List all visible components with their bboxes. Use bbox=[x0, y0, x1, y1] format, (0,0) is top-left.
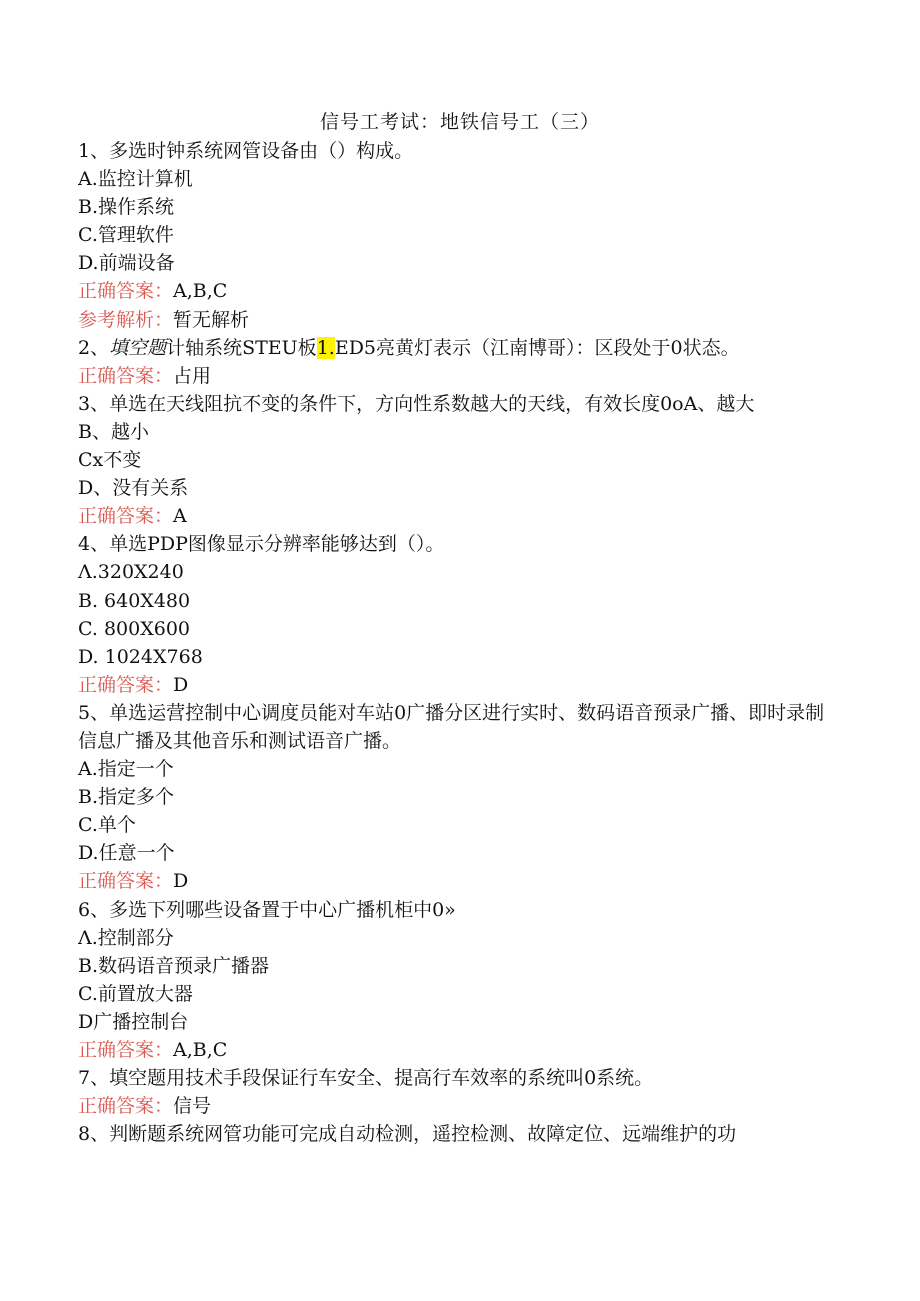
question-4-answer bbox=[78, 671, 838, 699]
question-1-option-c: C.管理软件 bbox=[78, 224, 174, 247]
question-5-option-d: D.任意一个 bbox=[78, 842, 175, 865]
question-5-option-b: B.指定多个 bbox=[78, 786, 175, 809]
answer-value: A bbox=[173, 505, 187, 528]
question-3-option-c: Cx不变 bbox=[78, 449, 142, 472]
answer-label: 正确答案： bbox=[78, 364, 174, 387]
question-6-option-a: Λ.控制部分 bbox=[78, 926, 174, 949]
question-7-stem: 7、填空题用技术手段保证行车安全、提高行车效率的系统叫0系统。 bbox=[78, 1067, 654, 1090]
question-2-text-post: ED5亮黄灯表示（江南博哥）：区段处于0状态。 bbox=[334, 336, 740, 359]
question-3-option-b: B、越小 bbox=[78, 420, 149, 443]
question-2-stem bbox=[78, 334, 838, 362]
question-2-number: 2、 bbox=[78, 336, 110, 359]
answer-label: 正确答案： bbox=[78, 1039, 174, 1061]
answer-label: 正确答案： bbox=[78, 1095, 174, 1118]
question-4-option-a: Λ.320X240 bbox=[78, 561, 184, 584]
question-6-option-c: C.前置放大器 bbox=[78, 982, 193, 1005]
question-5-answer bbox=[78, 867, 838, 895]
answer-value: D bbox=[173, 673, 189, 696]
answer-value: 信号 bbox=[173, 1095, 212, 1118]
question-list bbox=[78, 137, 838, 1148]
answer-label: 正确答案： bbox=[78, 505, 174, 528]
question-1-option-a: A.监控计算机 bbox=[78, 168, 193, 191]
question-1-option-b: B.操作系统 bbox=[78, 196, 175, 219]
answer-value: A,B,C bbox=[173, 280, 228, 303]
answer-label: 正确答案： bbox=[78, 280, 174, 303]
question-8-stem: 8、判断题系统网管功能可完成自动检测，遥控检测、故障定位、远端维护的功 bbox=[78, 1123, 737, 1146]
question-3-option-d: D、没有关系 bbox=[78, 477, 189, 500]
question-4-stem: 4、单选PDP图像显示分辨率能够达到（）。 bbox=[78, 533, 445, 556]
question-1-analysis bbox=[78, 306, 838, 334]
question-6-answer bbox=[78, 1036, 838, 1064]
answer-value: 占用 bbox=[173, 364, 212, 387]
answer-label: 正确答案： bbox=[78, 673, 174, 696]
question-6-option-b: B.数码语音预录广播器 bbox=[78, 954, 270, 977]
question-3-stem: 3、单选在天线阻抗不变的条件下，方向性系数越大的天线，有效长度0oA、越大 bbox=[78, 392, 755, 415]
question-6-stem: 6、多选下列哪些设备置于中心广播机柜中0» bbox=[78, 898, 456, 921]
question-4-option-b: B. 640X480 bbox=[78, 589, 191, 612]
question-2-type: 填空题 bbox=[109, 336, 167, 359]
question-2-highlight: 1. bbox=[316, 336, 335, 359]
answer-value: A,B,C bbox=[173, 1039, 228, 1061]
question-5-option-c: C.单个 bbox=[78, 814, 136, 837]
question-1-option-d: D.前端设备 bbox=[78, 252, 175, 275]
question-1-stem: 1、多选时钟系统网管设备由（）构成。 bbox=[78, 140, 414, 162]
question-4-option-c: C. 800X600 bbox=[78, 617, 190, 640]
answer-value: D bbox=[173, 870, 189, 893]
analysis-label: 参考解析： bbox=[78, 308, 174, 331]
document-title: 信号工考试：地铁信号工（三） bbox=[319, 111, 600, 133]
question-6-option-d: D广播控制台 bbox=[78, 1010, 189, 1033]
question-2-text-pre: 计轴系统STEU板 bbox=[166, 336, 317, 359]
analysis-value: 暂无解析 bbox=[173, 308, 250, 331]
question-1-answer bbox=[78, 277, 838, 305]
question-5-stem: 5、单选运营控制中心调度员能对车站0广播分区进行实时、数码语音预录广播、即时录制信息广播及其他音乐和测试语音广播。 bbox=[78, 701, 825, 752]
answer-label: 正确答案： bbox=[78, 870, 174, 893]
question-5-option-a: A.指定一个 bbox=[78, 758, 174, 781]
question-7-answer bbox=[78, 1092, 838, 1120]
question-2-answer bbox=[78, 362, 838, 390]
question-4-option-d: D. 1024X768 bbox=[78, 645, 203, 668]
question-3-answer bbox=[78, 502, 838, 530]
